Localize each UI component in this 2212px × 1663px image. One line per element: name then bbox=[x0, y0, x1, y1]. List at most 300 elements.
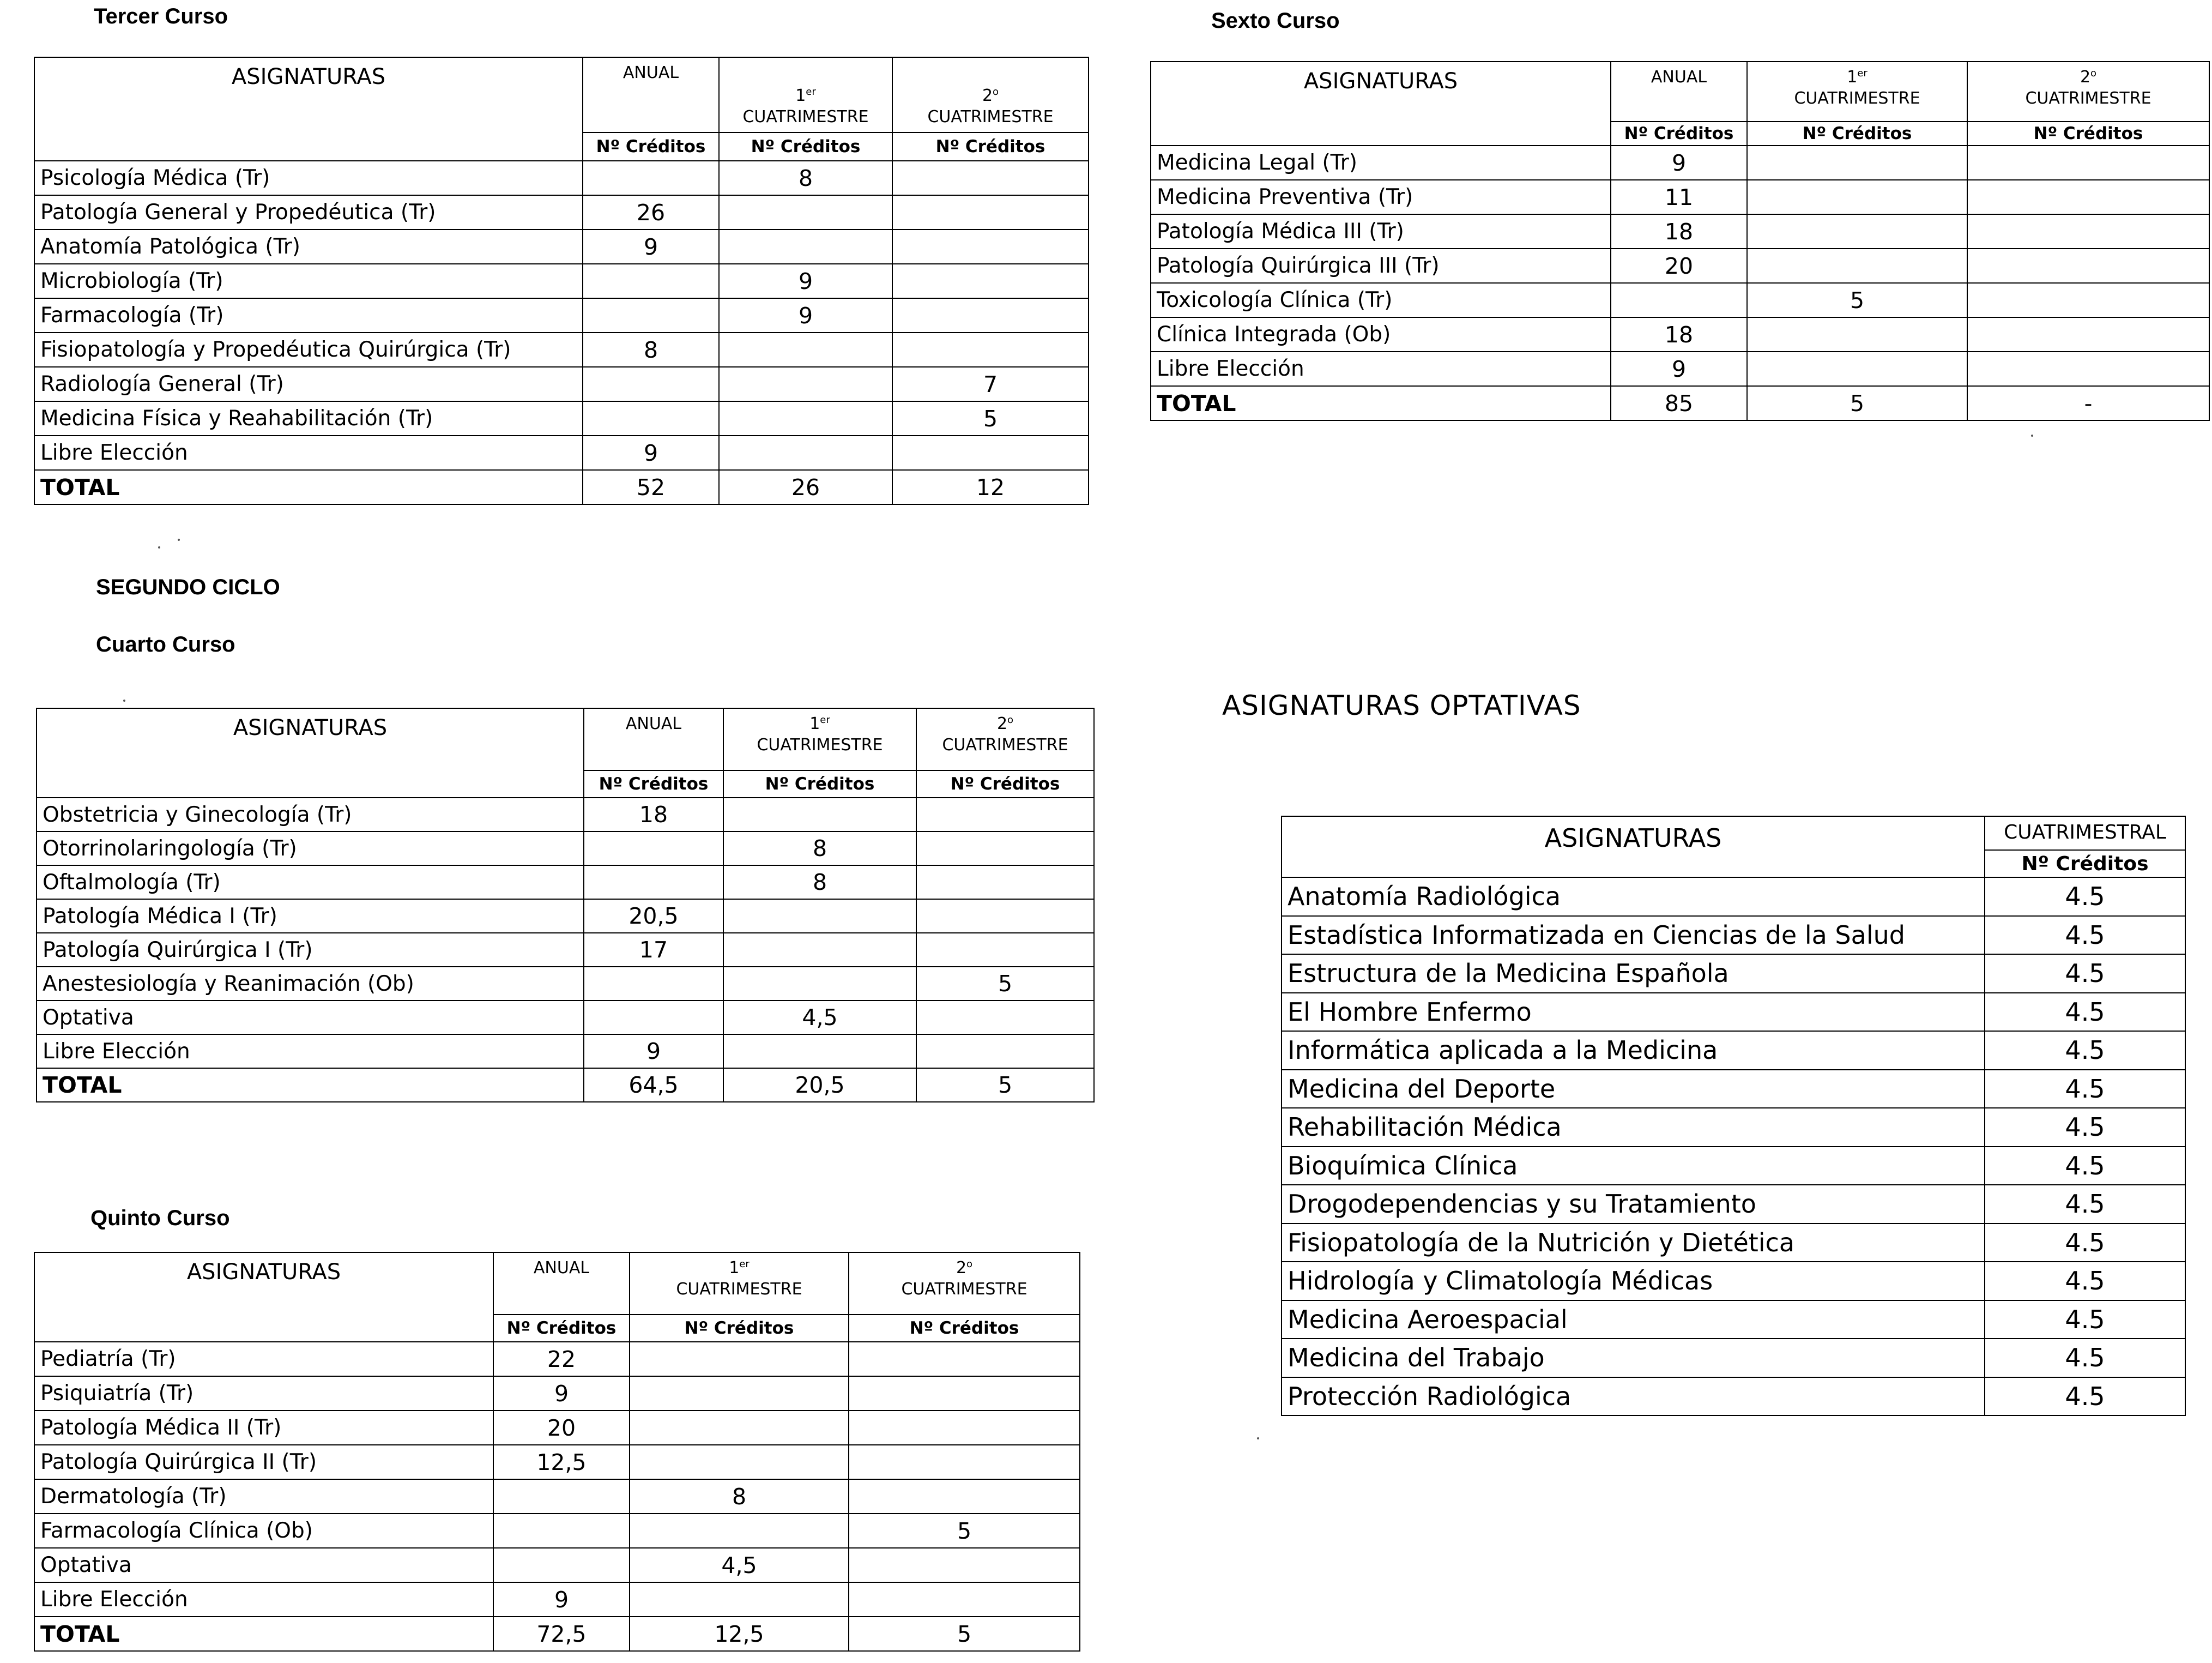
anual-credits: 18 bbox=[584, 798, 723, 832]
subject-name: Medicina Física y Reahabilitación (Tr) bbox=[34, 401, 583, 436]
segundo-num: 2 bbox=[2080, 68, 2091, 87]
subject-name: Libre Elección bbox=[37, 1034, 584, 1068]
primer-cuatrimestre-credits bbox=[719, 401, 892, 436]
creditos-value: 4.5 bbox=[1985, 1185, 2185, 1224]
subject-name: Microbiología (Tr) bbox=[34, 264, 583, 298]
anual-credits bbox=[493, 1479, 630, 1514]
segundo-cuatrimestre-credits bbox=[849, 1376, 1080, 1411]
segundo-cuatrimestre-credits bbox=[916, 798, 1094, 832]
segundo-cuatrimestre-credits: - bbox=[1967, 386, 2209, 420]
anual-credits: 26 bbox=[583, 195, 719, 230]
segundo-cuatrimestre-credits bbox=[849, 1411, 1080, 1445]
subject-name: Hidrología y Climatología Médicas bbox=[1282, 1262, 1985, 1300]
primer-cuatrimestre-credits bbox=[723, 899, 916, 933]
anual-credits: 20,5 bbox=[584, 899, 723, 933]
segundo-cuatrimestre-credits bbox=[892, 436, 1089, 470]
table-row bbox=[1282, 1300, 2185, 1339]
tercer-curso-body bbox=[34, 57, 1089, 504]
creditos-header: Nº Créditos bbox=[849, 1315, 1080, 1342]
subject-name: TOTAL bbox=[34, 470, 583, 504]
subject-name: Pediatría (Tr) bbox=[34, 1342, 493, 1376]
primer-cuatrimestre-credits bbox=[719, 436, 892, 470]
asignaturas-optativas-heading: ASIGNATURAS OPTATIVAS bbox=[1222, 690, 1581, 721]
table-row bbox=[37, 933, 1094, 967]
table-row bbox=[34, 1582, 1080, 1617]
subject-name: Medicina Legal (Tr) bbox=[1151, 146, 1611, 180]
primer-cuatrimestre-credits bbox=[723, 1034, 916, 1068]
anual-credits: 9 bbox=[583, 436, 719, 470]
table-row bbox=[34, 367, 1089, 401]
table-row bbox=[37, 967, 1094, 1001]
primer-cuatrimestre-credits bbox=[630, 1514, 849, 1548]
subject-name: Radiología General (Tr) bbox=[34, 367, 583, 401]
segundo-cuatrimestre-credits bbox=[1967, 283, 2209, 317]
table-row bbox=[1282, 1339, 2185, 1377]
cuatrimestre-label: CUATRIMESTRE bbox=[757, 736, 883, 755]
subject-name: Fisiopatología y Propedéutica Quirúrgica (Tr) bbox=[34, 333, 583, 367]
segundo-cuatrimestre-credits bbox=[892, 161, 1089, 195]
scan-speck bbox=[158, 546, 160, 549]
cuatrimestre-label: CUATRIMESTRE bbox=[676, 1280, 802, 1299]
cuatrimestre-label: CUATRIMESTRE bbox=[927, 107, 1054, 126]
anual-credits bbox=[583, 401, 719, 436]
subject-name: El Hombre Enfermo bbox=[1282, 993, 1985, 1032]
segundo-cuatrimestre-credits bbox=[849, 1582, 1080, 1617]
creditos-value: 4.5 bbox=[1985, 1224, 2185, 1262]
anual-label: ANUAL bbox=[533, 1258, 590, 1278]
segundo-cuatrimestre-credits bbox=[892, 298, 1089, 333]
tercer-curso-heading: Tercer Curso bbox=[94, 4, 228, 28]
segundo-cuatrimestre-credits bbox=[849, 1445, 1080, 1479]
creditos-value: 4.5 bbox=[1985, 1108, 2185, 1147]
primer-cuatrimestre-credits: 8 bbox=[630, 1479, 849, 1514]
segundo-sup: o bbox=[1007, 714, 1014, 726]
primer-cuatrimestre-credits bbox=[719, 195, 892, 230]
cuatrimestre-label: CUATRIMESTRE bbox=[1794, 89, 1920, 108]
asignaturas-header: ASIGNATURAS bbox=[34, 1252, 493, 1342]
table-row bbox=[1282, 1224, 2185, 1262]
creditos-header: Nº Créditos bbox=[630, 1315, 849, 1342]
table-row bbox=[34, 230, 1089, 264]
subject-name: Anatomía Radiológica bbox=[1282, 877, 1985, 916]
subject-name: Patología Quirúrgica I (Tr) bbox=[37, 933, 584, 967]
subject-name: Psiquiatría (Tr) bbox=[34, 1376, 493, 1411]
tercer-curso-table bbox=[34, 57, 1089, 505]
cuatrimestre-label: CUATRIMESTRE bbox=[901, 1280, 1028, 1299]
segundo-cuatrimestre-credits bbox=[916, 899, 1094, 933]
table-row bbox=[1282, 1262, 2185, 1300]
quinto-curso-heading: Quinto Curso bbox=[90, 1206, 230, 1230]
segundo-cuatrimestre-credits bbox=[916, 1034, 1094, 1068]
subject-name: Dermatología (Tr) bbox=[34, 1479, 493, 1514]
anual-credits bbox=[583, 298, 719, 333]
table-row bbox=[34, 436, 1089, 470]
primer-cuatrimestre-header bbox=[719, 57, 892, 132]
subject-name: Obstetricia y Ginecología (Tr) bbox=[37, 798, 584, 832]
primer-cuatrimestre-credits bbox=[630, 1445, 849, 1479]
anual-credits: 9 bbox=[1611, 352, 1747, 386]
primer-cuatrimestre-credits bbox=[630, 1376, 849, 1411]
segundo-cuatrimestre-credits bbox=[1967, 249, 2209, 283]
table-row bbox=[1151, 249, 2209, 283]
subject-name: Farmacología (Tr) bbox=[34, 298, 583, 333]
subject-name: Bioquímica Clínica bbox=[1282, 1147, 1985, 1185]
segundo-cuatrimestre-credits: 5 bbox=[916, 1068, 1094, 1102]
table-row bbox=[37, 832, 1094, 865]
primer-cuatrimestre-credits: 9 bbox=[719, 264, 892, 298]
subject-name: Farmacología Clínica (Ob) bbox=[34, 1514, 493, 1548]
subject-name: Patología Médica II (Tr) bbox=[34, 1411, 493, 1445]
quinto-curso-table bbox=[34, 1252, 1080, 1652]
subject-name: Estructura de la Medicina Española bbox=[1282, 954, 1985, 993]
sexto-curso-table bbox=[1150, 61, 2210, 421]
table-row bbox=[37, 1001, 1094, 1034]
segundo-cuatrimestre-credits bbox=[892, 264, 1089, 298]
creditos-header: Nº Créditos bbox=[584, 770, 723, 798]
subject-name: Medicina del Trabajo bbox=[1282, 1339, 1985, 1377]
creditos-header: Nº Créditos bbox=[1611, 122, 1747, 146]
anual-credits: 72,5 bbox=[493, 1617, 630, 1651]
creditos-header: Nº Créditos bbox=[1967, 122, 2209, 146]
creditos-value: 4.5 bbox=[1985, 1147, 2185, 1185]
primer-cuatrimestre-header bbox=[1747, 62, 1967, 122]
table-row bbox=[34, 401, 1089, 436]
segundo-cuatrimestre-header bbox=[849, 1252, 1080, 1315]
subject-name: Psicología Médica (Tr) bbox=[34, 161, 583, 195]
subject-name: Patología Quirúrgica III (Tr) bbox=[1151, 249, 1611, 283]
primer-cuatrimestre-credits bbox=[1747, 352, 1967, 386]
table-row bbox=[34, 1548, 1080, 1582]
primer-sup: er bbox=[820, 714, 830, 726]
creditos-value: 4.5 bbox=[1985, 993, 2185, 1032]
segundo-cuatrimestre-credits: 7 bbox=[892, 367, 1089, 401]
primer-cuatrimestre-credits bbox=[1747, 214, 1967, 249]
anual-credits bbox=[584, 865, 723, 899]
primer-cuatrimestre-credits bbox=[719, 333, 892, 367]
segundo-cuatrimestre-credits bbox=[916, 1001, 1094, 1034]
table-row bbox=[34, 333, 1089, 367]
creditos-header: Nº Créditos bbox=[1747, 122, 1967, 146]
anual-header bbox=[583, 57, 719, 132]
anual-credits: 52 bbox=[583, 470, 719, 504]
anual-label: ANUAL bbox=[625, 714, 682, 733]
table-row bbox=[37, 798, 1094, 832]
table-row bbox=[1151, 146, 2209, 180]
table-row bbox=[34, 298, 1089, 333]
table-row bbox=[34, 1514, 1080, 1548]
segundo-sup: o bbox=[993, 86, 999, 98]
creditos-value: 4.5 bbox=[1985, 1070, 2185, 1108]
anual-credits bbox=[493, 1514, 630, 1548]
subject-name: Patología Médica III (Tr) bbox=[1151, 214, 1611, 249]
primer-cuatrimestre-credits: 5 bbox=[1747, 283, 1967, 317]
subject-name: Medicina Preventiva (Tr) bbox=[1151, 180, 1611, 214]
subject-name: Toxicología Clínica (Tr) bbox=[1151, 283, 1611, 317]
subject-name: Protección Radiológica bbox=[1282, 1377, 1985, 1416]
subject-name: Libre Elección bbox=[34, 436, 583, 470]
primer-num: 1 bbox=[729, 1258, 740, 1278]
segundo-cuatrimestre-credits bbox=[916, 865, 1094, 899]
primer-cuatrimestre-credits bbox=[630, 1582, 849, 1617]
primer-cuatrimestre-credits bbox=[723, 798, 916, 832]
segundo-cuatrimestre-credits bbox=[1967, 180, 2209, 214]
segundo-cuatrimestre-credits bbox=[1967, 317, 2209, 352]
primer-cuatrimestre-credits: 5 bbox=[1747, 386, 1967, 420]
table-row bbox=[1282, 1147, 2185, 1185]
cuarto-curso-heading: Cuarto Curso bbox=[96, 632, 235, 656]
segundo-cuatrimestre-credits: 5 bbox=[892, 401, 1089, 436]
cuatrimestral-label: CUATRIMESTRAL bbox=[2004, 821, 2166, 843]
table-row bbox=[37, 865, 1094, 899]
table-row bbox=[34, 195, 1089, 230]
segundo-num: 2 bbox=[956, 1258, 967, 1278]
table-row bbox=[1282, 993, 2185, 1032]
subject-name: Anatomía Patológica (Tr) bbox=[34, 230, 583, 264]
table-row bbox=[34, 1376, 1080, 1411]
table-row bbox=[1282, 1070, 2185, 1108]
anual-credits bbox=[584, 967, 723, 1001]
segundo-cuatrimestre-credits bbox=[916, 832, 1094, 865]
creditos-value: 4.5 bbox=[1985, 1031, 2185, 1070]
anual-credits bbox=[583, 161, 719, 195]
segundo-cuatrimestre-header bbox=[916, 708, 1094, 770]
scan-speck bbox=[1257, 1437, 1259, 1439]
anual-credits: 9 bbox=[493, 1376, 630, 1411]
primer-cuatrimestre-credits: 20,5 bbox=[723, 1068, 916, 1102]
cuatrimestre-label: CUATRIMESTRE bbox=[942, 736, 1068, 755]
subject-name: Clínica Integrada (Ob) bbox=[1151, 317, 1611, 352]
anual-credits: 85 bbox=[1611, 386, 1747, 420]
primer-cuatrimestre-header bbox=[630, 1252, 849, 1315]
table-row bbox=[1151, 317, 2209, 352]
primer-cuatrimestre-credits: 8 bbox=[719, 161, 892, 195]
segundo-num: 2 bbox=[996, 714, 1008, 733]
anual-credits: 18 bbox=[1611, 214, 1747, 249]
anual-credits bbox=[584, 1001, 723, 1034]
creditos-header: Nº Créditos bbox=[1985, 850, 2185, 877]
table-row bbox=[34, 1411, 1080, 1445]
subject-name: TOTAL bbox=[34, 1617, 493, 1651]
subject-name: Medicina Aeroespacial bbox=[1282, 1300, 1985, 1339]
sexto-curso-body bbox=[1151, 62, 2209, 420]
creditos-value: 4.5 bbox=[1985, 1262, 2185, 1300]
scan-speck bbox=[2031, 435, 2033, 437]
subject-name: Libre Elección bbox=[1151, 352, 1611, 386]
anual-credits bbox=[584, 832, 723, 865]
optativas-body bbox=[1282, 816, 2185, 1415]
anual-credits: 9 bbox=[583, 230, 719, 264]
creditos-header: Nº Créditos bbox=[723, 770, 916, 798]
subject-name: Informática aplicada a la Medicina bbox=[1282, 1031, 1985, 1070]
creditos-header: Nº Créditos bbox=[493, 1315, 630, 1342]
anual-credits: 9 bbox=[1611, 146, 1747, 180]
asignaturas-header: ASIGNATURAS bbox=[37, 708, 584, 798]
primer-sup: er bbox=[1857, 68, 1867, 79]
primer-cuatrimestre-credits: 8 bbox=[723, 832, 916, 865]
segundo-cuatrimestre-credits: 5 bbox=[916, 967, 1094, 1001]
segundo-cuatrimestre-credits bbox=[1967, 146, 2209, 180]
scan-speck bbox=[123, 700, 125, 702]
table-row bbox=[37, 899, 1094, 933]
subject-name: Patología Quirúrgica II (Tr) bbox=[34, 1445, 493, 1479]
creditos-header: Nº Créditos bbox=[583, 132, 719, 161]
creditos-header: Nº Créditos bbox=[916, 770, 1094, 798]
sexto-curso-heading: Sexto Curso bbox=[1211, 9, 1340, 33]
segundo-ciclo-heading: SEGUNDO CICLO bbox=[96, 575, 280, 599]
primer-cuatrimestre-credits bbox=[1747, 317, 1967, 352]
creditos-value: 4.5 bbox=[1985, 1377, 2185, 1416]
table-row bbox=[34, 1342, 1080, 1376]
anual-credits bbox=[583, 264, 719, 298]
primer-cuatrimestre-credits: 26 bbox=[719, 470, 892, 504]
total-row bbox=[1151, 386, 2209, 420]
cuatrimestral-header bbox=[1985, 816, 2185, 850]
primer-cuatrimestre-credits bbox=[719, 230, 892, 264]
segundo-cuatrimestre-credits bbox=[1967, 352, 2209, 386]
primer-num: 1 bbox=[795, 86, 806, 105]
table-row bbox=[34, 1479, 1080, 1514]
subject-name: Estadística Informatizada en Ciencias de la Salud bbox=[1282, 916, 1985, 955]
subject-name: Otorrinolaringología (Tr) bbox=[37, 832, 584, 865]
table-row bbox=[1282, 1108, 2185, 1147]
primer-num: 1 bbox=[809, 714, 820, 733]
subject-name: Optativa bbox=[34, 1548, 493, 1582]
segundo-sup: o bbox=[2090, 68, 2097, 79]
cuarto-curso-table bbox=[36, 708, 1095, 1102]
anual-credits: 18 bbox=[1611, 317, 1747, 352]
anual-credits: 20 bbox=[493, 1411, 630, 1445]
primer-cuatrimestre-credits bbox=[630, 1411, 849, 1445]
anual-credits bbox=[1611, 283, 1747, 317]
creditos-value: 4.5 bbox=[1985, 954, 2185, 993]
table-row bbox=[1282, 954, 2185, 993]
anual-credits: 12,5 bbox=[493, 1445, 630, 1479]
subject-name: Patología Médica I (Tr) bbox=[37, 899, 584, 933]
anual-header bbox=[1611, 62, 1747, 122]
anual-credits: 22 bbox=[493, 1342, 630, 1376]
primer-cuatrimestre-credits: 4,5 bbox=[630, 1548, 849, 1582]
primer-cuatrimestre-credits: 4,5 bbox=[723, 1001, 916, 1034]
table-row bbox=[1151, 283, 2209, 317]
primer-cuatrimestre-credits bbox=[630, 1342, 849, 1376]
anual-credits: 11 bbox=[1611, 180, 1747, 214]
table-row bbox=[1282, 1185, 2185, 1224]
segundo-cuatrimestre-credits bbox=[892, 230, 1089, 264]
segundo-cuatrimestre-credits bbox=[849, 1342, 1080, 1376]
table-row bbox=[1151, 352, 2209, 386]
creditos-value: 4.5 bbox=[1985, 916, 2185, 955]
creditos-header: Nº Créditos bbox=[892, 132, 1089, 161]
cuatrimestre-label: CUATRIMESTRE bbox=[742, 107, 869, 126]
segundo-num: 2 bbox=[982, 86, 993, 105]
primer-cuatrimestre-header bbox=[723, 708, 916, 770]
creditos-value: 4.5 bbox=[1985, 877, 2185, 916]
segundo-cuatrimestre-credits: 5 bbox=[849, 1514, 1080, 1548]
subject-name: TOTAL bbox=[37, 1068, 584, 1102]
anual-credits: 9 bbox=[584, 1034, 723, 1068]
primer-sup: er bbox=[806, 86, 816, 98]
quinto-curso-body bbox=[34, 1252, 1080, 1651]
anual-credits: 9 bbox=[493, 1582, 630, 1617]
table-row bbox=[1282, 1031, 2185, 1070]
subject-name: Medicina del Deporte bbox=[1282, 1070, 1985, 1108]
primer-num: 1 bbox=[1847, 68, 1858, 87]
anual-credits bbox=[493, 1548, 630, 1582]
total-row bbox=[34, 470, 1089, 504]
primer-cuatrimestre-credits bbox=[1747, 180, 1967, 214]
table-row bbox=[37, 1034, 1094, 1068]
asignaturas-header: ASIGNATURAS bbox=[34, 57, 583, 161]
anual-header bbox=[584, 708, 723, 770]
anual-credits bbox=[583, 367, 719, 401]
subject-name: Libre Elección bbox=[34, 1582, 493, 1617]
segundo-cuatrimestre-header bbox=[1967, 62, 2209, 122]
subject-name: Fisiopatología de la Nutrición y Dietética bbox=[1282, 1224, 1985, 1262]
subject-name: TOTAL bbox=[1151, 386, 1611, 420]
segundo-cuatrimestre-credits: 5 bbox=[849, 1617, 1080, 1651]
table-row bbox=[34, 264, 1089, 298]
anual-label: ANUAL bbox=[622, 63, 679, 82]
segundo-cuatrimestre-credits bbox=[1967, 214, 2209, 249]
segundo-cuatrimestre-credits bbox=[849, 1479, 1080, 1514]
primer-cuatrimestre-credits: 8 bbox=[723, 865, 916, 899]
asignaturas-header: ASIGNATURAS bbox=[1151, 62, 1611, 146]
optativas-table bbox=[1281, 816, 2186, 1416]
subject-name: Anestesiología y Reanimación (Ob) bbox=[37, 967, 584, 1001]
scan-speck bbox=[178, 539, 180, 541]
subject-name: Optativa bbox=[37, 1001, 584, 1034]
cuatrimestre-label: CUATRIMESTRE bbox=[2025, 89, 2151, 108]
primer-sup: er bbox=[739, 1258, 750, 1270]
table-row bbox=[34, 1445, 1080, 1479]
creditos-value: 4.5 bbox=[1985, 1339, 2185, 1377]
anual-credits: 20 bbox=[1611, 249, 1747, 283]
segundo-cuatrimestre-credits bbox=[916, 933, 1094, 967]
anual-credits: 8 bbox=[583, 333, 719, 367]
primer-cuatrimestre-credits: 12,5 bbox=[630, 1617, 849, 1651]
table-row bbox=[1282, 1377, 2185, 1416]
segundo-cuatrimestre-credits: 12 bbox=[892, 470, 1089, 504]
creditos-value: 4.5 bbox=[1985, 1300, 2185, 1339]
primer-cuatrimestre-credits bbox=[1747, 249, 1967, 283]
primer-cuatrimestre-credits bbox=[723, 967, 916, 1001]
segundo-cuatrimestre-header bbox=[892, 57, 1089, 132]
primer-cuatrimestre-credits bbox=[1747, 146, 1967, 180]
subject-name: Drogodependencias y su Tratamiento bbox=[1282, 1185, 1985, 1224]
total-row bbox=[34, 1617, 1080, 1651]
table-row bbox=[1282, 877, 2185, 916]
primer-cuatrimestre-credits bbox=[723, 933, 916, 967]
segundo-sup: o bbox=[966, 1258, 973, 1270]
table-row bbox=[1151, 180, 2209, 214]
asignaturas-header: ASIGNATURAS bbox=[1282, 816, 1985, 877]
anual-credits: 64,5 bbox=[584, 1068, 723, 1102]
subject-name: Patología General y Propedéutica (Tr) bbox=[34, 195, 583, 230]
table-row bbox=[34, 161, 1089, 195]
total-row bbox=[37, 1068, 1094, 1102]
creditos-header: Nº Créditos bbox=[719, 132, 892, 161]
table-row bbox=[1151, 214, 2209, 249]
segundo-cuatrimestre-credits bbox=[892, 333, 1089, 367]
segundo-cuatrimestre-credits bbox=[849, 1548, 1080, 1582]
anual-credits: 17 bbox=[584, 933, 723, 967]
anual-header bbox=[493, 1252, 630, 1315]
segundo-cuatrimestre-credits bbox=[892, 195, 1089, 230]
subject-name: Oftalmología (Tr) bbox=[37, 865, 584, 899]
cuarto-curso-body bbox=[37, 708, 1094, 1102]
subject-name: Rehabilitación Médica bbox=[1282, 1108, 1985, 1147]
primer-cuatrimestre-credits: 9 bbox=[719, 298, 892, 333]
